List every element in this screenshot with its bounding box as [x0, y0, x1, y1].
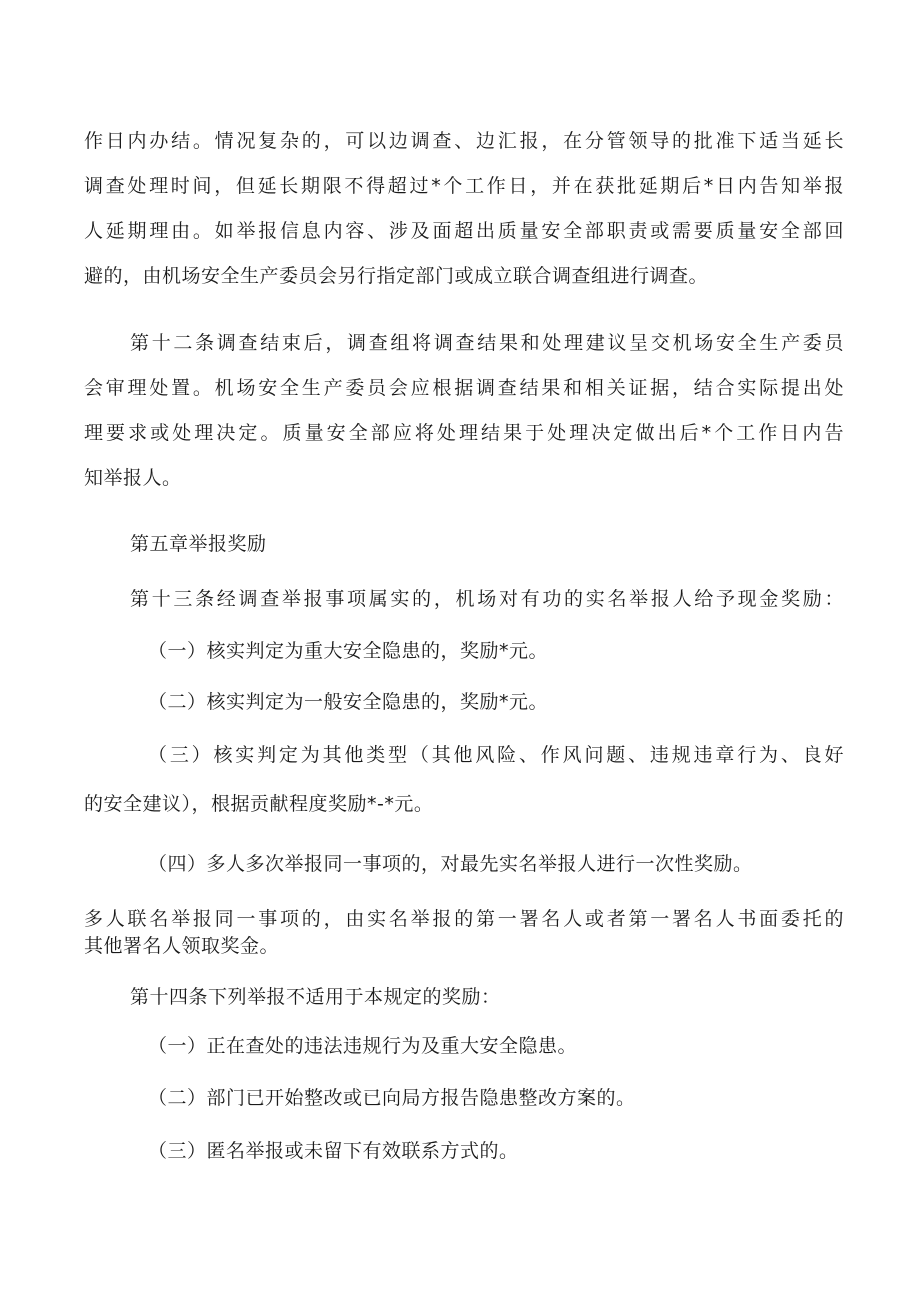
paragraph-line: 调查处理时间，但延长期限不得超过*个工作日，并在获批延期后*日内告知举报 — [84, 175, 844, 197]
chapter-heading: 第五章举报奖励 — [130, 533, 267, 555]
article-13: 第十三条经调查举报事项属实的，机场对有功的实名举报人给予现金奖励： — [130, 588, 844, 610]
list-item: （四）多人多次举报同一事项的，对最先实名举报人进行一次性奖励。 — [148, 853, 753, 875]
paragraph-line: 作日内办结。情况复杂的，可以边调查、边汇报，在分管领导的批准下适当延长 — [84, 130, 844, 152]
paragraph-line: 知举报人。 — [84, 467, 182, 489]
article-12-line: 第十二条调查结束后，调查组将调查结果和处理建议呈交机场安全生产委员 — [130, 332, 844, 354]
list-item: （三）匿名举报或未留下有效联系方式的。 — [148, 1140, 519, 1162]
list-item: （三）核实判定为其他类型（其他风险、作风问题、违规违章行为、良好 — [148, 744, 844, 766]
list-item: （二）部门已开始整改或已向局方报告隐患整改方案的。 — [148, 1087, 636, 1109]
paragraph-line: 避的，由机场安全生产委员会另行指定部门或成立联合调查组进行调查。 — [84, 265, 709, 287]
paragraph-line: 人延期理由。如举报信息内容、涉及面超出质量安全部职责或需要质量安全部回 — [84, 220, 844, 242]
list-item: （一）核实判定为重大安全隐患的，奖励*元。 — [148, 640, 549, 662]
paragraph-line: 多人联名举报同一事项的，由实名举报的第一署名人或者第一署名人书面委托的 — [84, 908, 844, 930]
list-item: （一）正在查处的违法违规行为及重大安全隐患。 — [148, 1035, 578, 1057]
paragraph-line: 理要求或处理决定。质量安全部应将处理结果于处理决定做出后*个工作日内告 — [84, 422, 844, 444]
list-item: （二）核实判定为一般安全隐患的，奖励*元。 — [148, 691, 549, 713]
paragraph-line: 会审理处置。机场安全生产委员会应根据调查结果和相关证据，结合实际提出处 — [84, 377, 844, 399]
paragraph-line: 其他署名人领取奖金。 — [84, 935, 280, 957]
article-14: 第十四条下列举报不适用于本规定的奖励： — [130, 986, 501, 1008]
list-item-cont: 的安全建议），根据贡献程度奖励*-*元。 — [84, 793, 434, 815]
